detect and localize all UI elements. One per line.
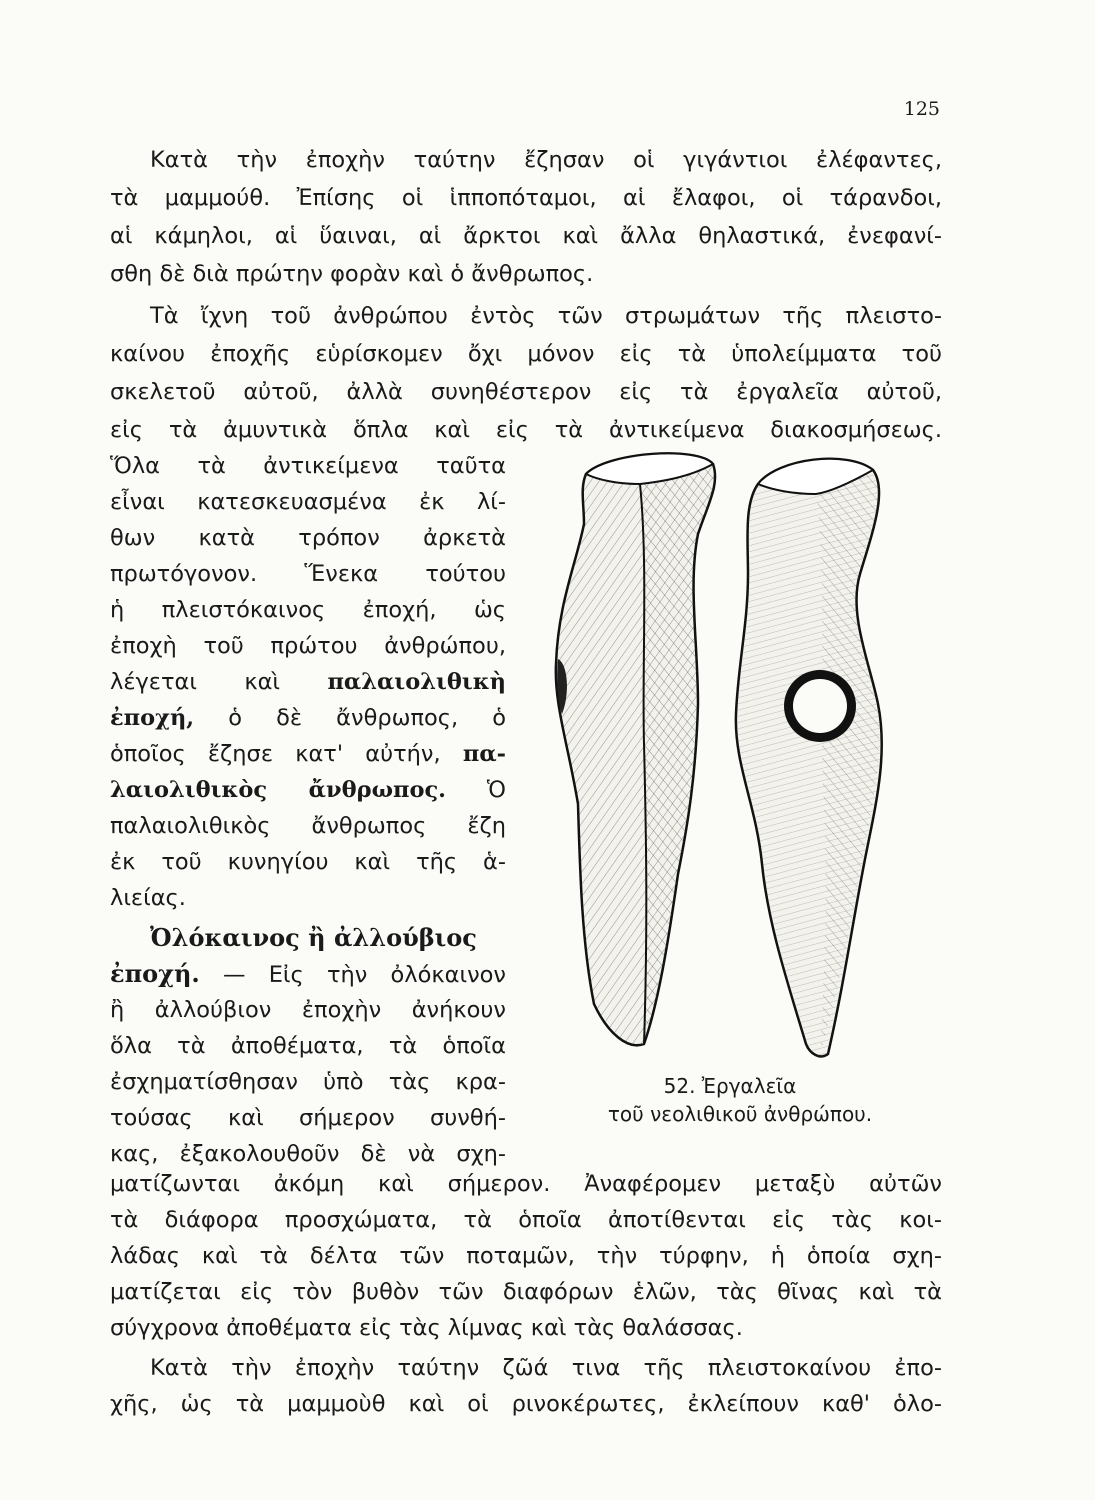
text-fragment: ὁποῖος ἔζησε κατ' αὐτήν, [110,741,441,767]
text-line [110,956,506,992]
text-line: σκελετοῦ αὐτοῦ, ἀλλὰ συνηθέστερον εἰς τὰ ἐργαλεῖα αὐτοῦ, [110,379,942,405]
text-line: τούσας καὶ σήμερον συνθή- [110,1105,506,1131]
figure-caption-line-2: τοῦ νεολιθικοῦ ἀνθρώπου. [607,1102,873,1126]
text-line: ἢ ἀλλούβιον ἐποχὴν ἀνήκουν [110,997,506,1023]
text-line: ἡ πλειστόκαινος ἐποχή, ὡς [110,597,506,623]
text-line: εἶναι κατεσκευασμένα ἐκ λί- [110,489,506,515]
page-number: 125 [903,98,940,120]
text-line: τὰ διάφορα προσχώματα, τὰ ὁποῖα ἀποτίθενται εἰς τὰς κοι- [110,1207,942,1233]
bold-term: πα- [462,741,506,767]
text-line [110,772,506,808]
text-line [110,700,506,736]
bold-term: παλαιολιθικὴ [327,669,506,695]
text-line: χῆς, ὡς τὰ μαμμοὺθ καὶ οἱ ρινοκέρωτες, ἐκλείπουν καθ' ὁλο- [110,1391,942,1417]
text-line: ἐποχὴ τοῦ πρώτου ἀνθρώπου, [110,633,506,659]
text-line: κας, ἐξακολουθοῦν δὲ νὰ σχη- [110,1141,506,1167]
text-fragment: ὁ δὲ ἄνθρωπος, ὁ [228,705,506,731]
text-line: εἰς τὰ ἀμυντικὰ ὅπλα καὶ εἰς τὰ ἀντικείμενα διακοσμήσεως. [110,417,942,443]
text-line: Τὰ ἴχνη τοῦ ἀνθρώπου ἐντὸς τῶν στρωμάτων τῆς πλειστο- [150,303,942,329]
text-line [110,736,506,772]
figure-caption-line-1: 52. Ἐργαλεῖα [663,1074,797,1098]
text-fragment: Ὁ [486,777,506,803]
text-line: τὰ μαμμούθ. Ἐπίσης οἱ ἱπποπόταμοι, αἱ ἔλαφοι, οἱ τάρανδοι, [110,185,942,211]
text-fragment: λέγεται καὶ [110,669,281,695]
text-line: ἐσχηματίσθησαν ὑπὸ τὰς κρα- [110,1069,506,1095]
section-heading: Ὀλόκαινος ἢ ἀλλούβιος [150,923,477,952]
text-line: θων κατὰ τρόπον ἀρκετὰ [110,525,506,551]
text-line: ματίζωνται ἀκόμη καὶ σήμερον. Ἀναφέρομεν μεταξὺ αὐτῶν [110,1171,942,1197]
stone-axe-right [736,459,882,1057]
stone-tools-illustration [548,444,940,1076]
bold-term: ἐποχή, [110,705,195,731]
bold-term: λαιολιθικὸς ἄνθρωπος. [110,777,447,803]
text-line: λάδας καὶ τὰ δέλτα τῶν ποταμῶν, τὴν τύρφην, ἡ ὁποία σχη- [110,1243,942,1269]
text-fragment: — Εἰς τὴν ὀλόκαινον [222,962,506,988]
text-line: Κατὰ τὴν ἐποχὴν ταύτην ζῶά τινα τῆς πλειστοκαίνου ἐπο- [150,1355,942,1381]
text-line: ὅλα τὰ ἀποθέματα, τὰ ὁποῖα [110,1033,506,1059]
text-line: σθη δὲ διὰ πρώτην φορὰν καὶ ὁ ἄνθρωπος. [110,261,594,287]
text-line: Κατὰ τὴν ἐποχὴν ταύτην ἔζησαν οἱ γιγάντιοι ἐλέφαντες, [150,147,942,173]
text-line: καίνου ἐποχῆς εὑρίσκομεν ὄχι μόνον εἰς τὰ ὑπολείμματα τοῦ [110,341,942,367]
text-line: ματίζεται εἰς τὸν βυθὸν τῶν διαφόρων ἑλῶν, τὰς θῖνας καὶ τὰ [110,1279,942,1305]
text-line: παλαιολιθικὸς ἄνθρωπος ἔζη [110,813,506,839]
section-heading-end: ἐποχή. [110,959,200,988]
text-line: ἐκ τοῦ κυνηγίου καὶ τῆς ἁ- [110,849,506,875]
text-line: σύγχρονα ἀποθέματα εἰς τὰς λίμνας καὶ τὰς θαλάσσας. [110,1315,743,1341]
text-line [110,664,506,700]
text-line: Ὅλα τὰ ἀντικείμενα ταῦτα [110,453,506,479]
text-line: αἱ κάμηλοι, αἱ ὕαιναι, αἱ ἄρκτοι καὶ ἄλλα θηλαστικά, ἐνεφανί- [110,223,942,249]
text-line: πρωτόγονον. Ἕνεκα τούτου [110,561,506,587]
text-line: λιείας. [110,885,186,911]
stone-axe-left [556,453,715,1045]
